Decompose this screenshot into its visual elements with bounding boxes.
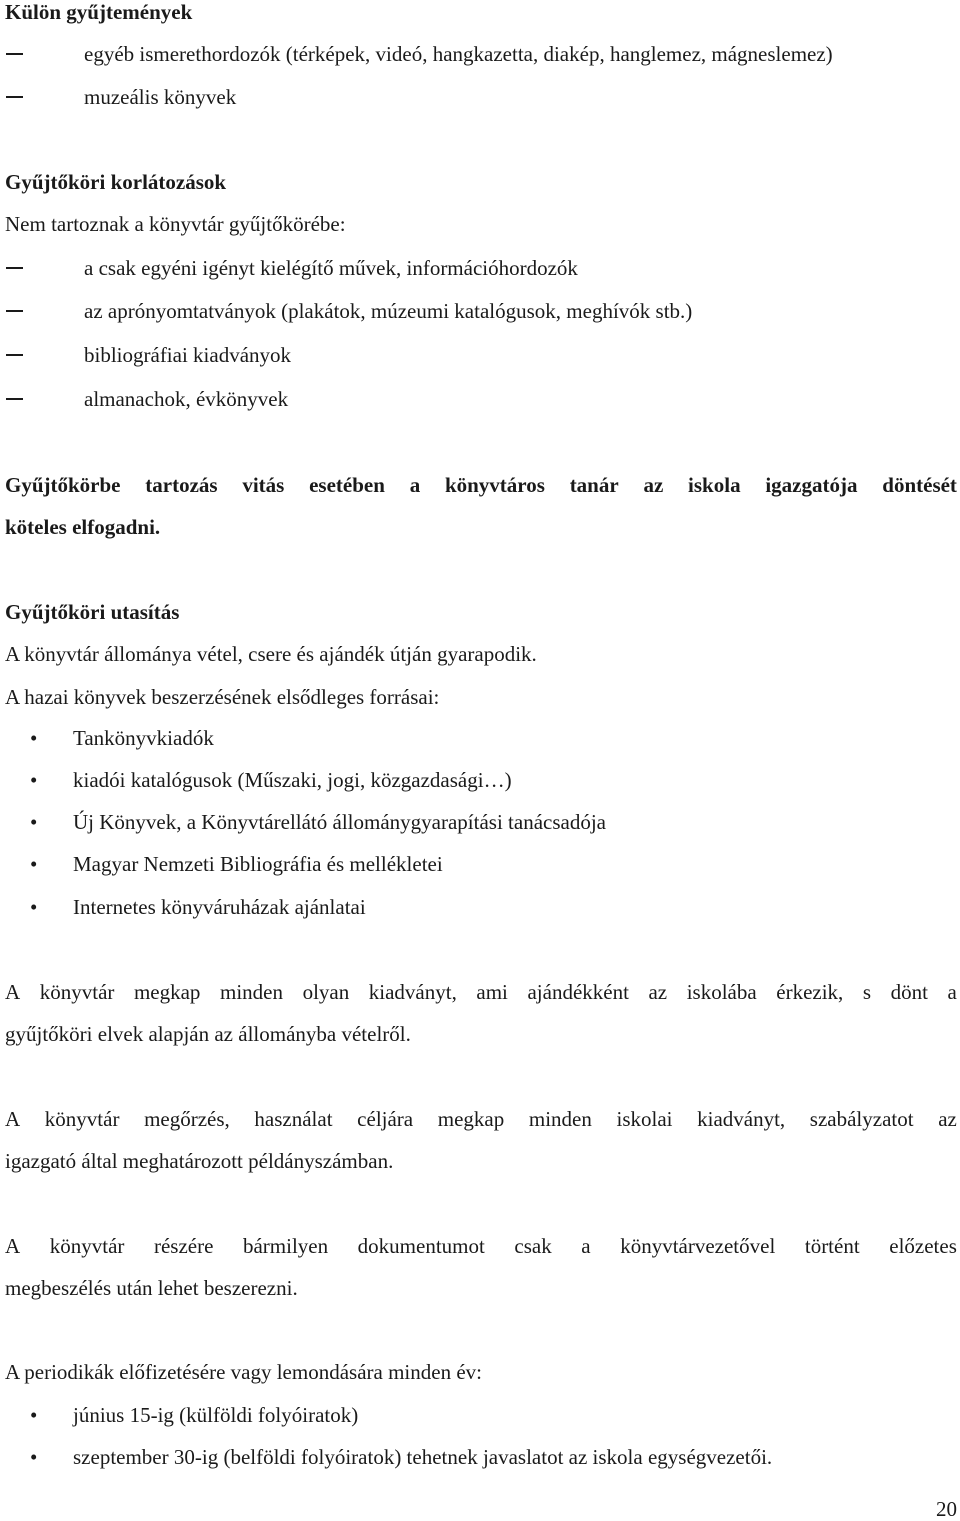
- section-heading-kulon-gyujtemenyek: Külön gyűjtemények: [5, 0, 193, 24]
- paragraph-line: igazgató által meghatározott példányszámban.: [5, 1149, 394, 1173]
- list-item-text: almanachok, évkönyvek: [84, 387, 289, 411]
- list-item-text: szeptember 30-ig (belföldi folyóiratok) tehetnek javaslatot az iskola egységvezetői.: [73, 1445, 773, 1469]
- page-number: 20: [936, 1497, 957, 1521]
- dash-bullet-icon: [6, 96, 23, 98]
- bullet-icon: •: [30, 1403, 38, 1427]
- list-item-text: június 15-ig (külföldi folyóiratok): [73, 1403, 359, 1427]
- section-heading-korlatozasok: Gyűjtőköri korlátozások: [5, 170, 227, 194]
- list-item-text: Új Könyvek, a Könyvtárellátó állománygyarapítási tanácsadója: [73, 810, 606, 834]
- list-item-text: muzeális könyvek: [84, 85, 237, 109]
- dash-bullet-icon: [6, 53, 23, 55]
- bullet-icon: •: [30, 895, 38, 919]
- bullet-icon: •: [30, 768, 38, 792]
- bold-paragraph-line: köteles elfogadni.: [5, 515, 161, 539]
- list-item-text: kiadói katalógusok (Műszaki, jogi, közgazdasági…): [73, 768, 512, 792]
- list-item-text: a csak egyéni igényt kielégítő művek, információhordozók: [84, 256, 578, 280]
- paragraph-text: A periodikák előfizetésére vagy lemondására minden év:: [5, 1360, 482, 1384]
- list-item-text: az aprónyomtatványok (plakátok, múzeumi katalógusok, meghívók stb.): [84, 299, 693, 323]
- dash-bullet-icon: [6, 310, 23, 312]
- paragraph-line: A könyvtár részére bármilyen dokumentumot csak a könyvtárvezetővel történt előzetes: [5, 1234, 957, 1258]
- dash-bullet-icon: [6, 267, 23, 269]
- list-item-text: egyéb ismerethordozók (térképek, videó, hangkazetta, diakép, hanglemez, mágneslemez): [84, 42, 833, 66]
- bullet-icon: •: [30, 852, 38, 876]
- bold-paragraph-line: Gyűjtőkörbe tartozás vitás esetében a könyvtáros tanár az iskola igazgatója döntését: [5, 473, 957, 497]
- paragraph-line: gyűjtőköri elvek alapján az állományba vételről.: [5, 1022, 411, 1046]
- bullet-icon: •: [30, 810, 38, 834]
- list-item-text: Internetes könyváruházak ajánlatai: [73, 895, 366, 919]
- paragraph-text: A könyvtár állománya vétel, csere és ajándék útján gyarapodik.: [5, 642, 537, 666]
- paragraph-text: Nem tartoznak a könyvtár gyűjtőkörébe:: [5, 212, 346, 236]
- list-item-text: Magyar Nemzeti Bibliográfia és mellékletei: [73, 852, 443, 876]
- bullet-icon: •: [30, 1445, 38, 1469]
- paragraph-line: megbeszélés után lehet beszerezni.: [5, 1276, 298, 1300]
- bullet-icon: •: [30, 726, 38, 750]
- dash-bullet-icon: [6, 398, 23, 400]
- dash-bullet-icon: [6, 354, 23, 356]
- list-item-text: bibliográfiai kiadványok: [84, 343, 292, 367]
- paragraph-line: A könyvtár megőrzés, használat céljára megkap minden iskolai kiadványt, szabályzatot az: [5, 1107, 957, 1131]
- paragraph-line: A könyvtár megkap minden olyan kiadványt, ami ajándékként az iskolába érkezik, s dönt a: [5, 980, 957, 1004]
- paragraph-text: A hazai könyvek beszerzésének elsődleges forrásai:: [5, 685, 440, 709]
- section-heading-utasitas: Gyűjtőköri utasítás: [5, 600, 180, 624]
- list-item-text: Tankönyvkiadók: [73, 726, 214, 750]
